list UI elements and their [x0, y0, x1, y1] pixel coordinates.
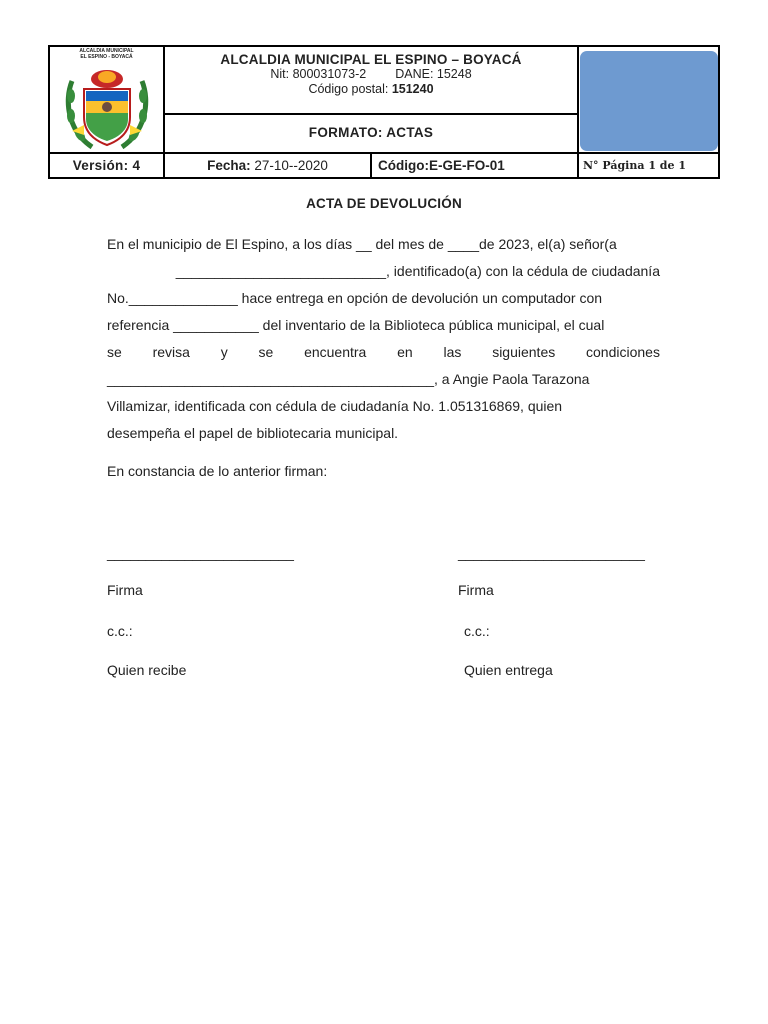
- coat-of-arms-logo: [50, 47, 163, 153]
- word: se: [107, 344, 122, 360]
- body-line: desempeña el papel de bibliotecaria municipal.: [107, 425, 399, 441]
- signature-label-left: Firma: [107, 582, 143, 598]
- document-code: Código:E-GE-FO-01: [378, 158, 505, 173]
- dane: DANE: 15248: [395, 67, 472, 81]
- logo-caption: ALCALDIA MUNICIPAL EL ESPINO - BOYACÁ: [79, 48, 134, 60]
- document-title: ACTA DE DEVOLUCIÓN: [306, 196, 462, 211]
- entity-name: ALCALDIA MUNICIPAL EL ESPINO – BOYACÁ: [220, 52, 522, 67]
- cc-label-right: c.c.:: [464, 623, 490, 639]
- entity-ids: [165, 67, 577, 82]
- body-line: referencia ___________ del inventario de la Biblioteca pública municipal, el cual: [107, 317, 605, 333]
- shield-icon: [62, 61, 152, 151]
- word: encuentra: [304, 344, 367, 360]
- format-title: FORMATO: ACTAS: [308, 125, 434, 140]
- postal-code: Código postal: 151240: [308, 82, 434, 96]
- word: siguientes: [492, 344, 556, 360]
- signature-label-right: Firma: [458, 582, 494, 598]
- role-right: Quien entrega: [464, 662, 553, 678]
- body-line: __________________________________________, a Angie Paola Tarazona: [107, 371, 590, 387]
- word: y: [220, 344, 228, 360]
- page-number: N° Página 1 de 1: [583, 159, 686, 172]
- body-line: En el municipio de El Espino, a los días __ del mes de ____de 2023, el(a) señor(a: [107, 236, 617, 252]
- closing-statement: En constancia de lo anterior firman:: [107, 463, 328, 479]
- word: condiciones: [586, 344, 660, 360]
- role-left: Quien recibe: [107, 662, 187, 678]
- word: las: [443, 344, 462, 360]
- version: Versión: 4: [72, 158, 141, 173]
- date: Fecha: 27-10--2020: [207, 158, 328, 173]
- signature-line-right: ________________________: [458, 545, 645, 561]
- logo-placeholder-box: [580, 51, 718, 151]
- body-line: Villamizar, identificada con cédula de ciudadanía No. 1.051316869, quien: [107, 398, 563, 414]
- body-line: No.______________ hace entrega en opción de devolución un computador con: [107, 290, 603, 306]
- body-line: ___________________________, identificado(a) con la cédula de ciudadanía: [175, 263, 660, 279]
- header-table: [48, 45, 720, 179]
- word: se: [258, 344, 274, 360]
- body-line: [107, 344, 660, 360]
- word: en: [397, 344, 413, 360]
- cc-label-left: c.c.:: [107, 623, 133, 639]
- word: revisa: [152, 344, 190, 360]
- nit: Nit: 800031073-2: [270, 67, 367, 81]
- entity-title-block: [165, 47, 577, 113]
- signature-line-left: ________________________: [107, 545, 294, 561]
